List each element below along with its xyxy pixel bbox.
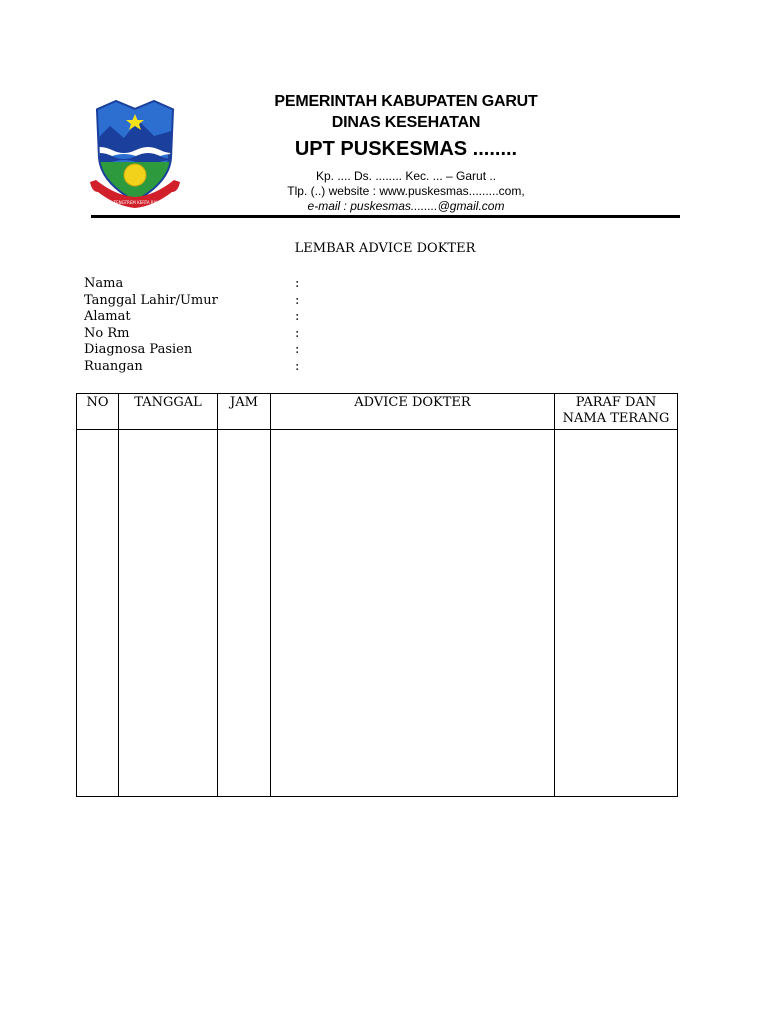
field-diagnosa — [84, 342, 314, 359]
field-tanggal-lahir — [84, 293, 314, 310]
field-separator: : — [295, 358, 300, 374]
patient-info — [84, 276, 314, 375]
ribbon-text: TATA TENGTREM KERTA RAHAYU — [102, 200, 168, 205]
cell-jam[interactable] — [218, 430, 271, 797]
column-header-jam: JAM — [218, 394, 271, 430]
document-title: LEMBAR ADVICE DOKTER — [294, 241, 476, 256]
field-separator: : — [295, 309, 300, 324]
table-header-row — [77, 394, 678, 430]
field-label: Nama — [84, 276, 124, 291]
paraf-line-1: PARAF DAN — [575, 395, 657, 410]
cell-paraf[interactable] — [555, 430, 678, 797]
column-header-no: NO — [77, 394, 119, 430]
advice-table — [76, 393, 678, 797]
field-separator: : — [295, 276, 300, 291]
field-label: No Rm — [84, 325, 130, 341]
field-nama — [84, 276, 314, 293]
field-separator: : — [295, 292, 300, 308]
kabupaten-garut-logo — [88, 96, 182, 212]
field-separator: : — [295, 325, 300, 341]
field-separator: : — [295, 342, 300, 357]
column-header-advice: ADVICE DOKTER — [271, 394, 555, 430]
email-line: e-mail : puskesmas........@gmail.com — [307, 199, 505, 213]
field-label: Diagnosa Pasien — [84, 342, 193, 357]
government-name: PEMERINTAH KABUPATEN GARUT — [274, 93, 538, 110]
paraf-line-2: NAMA TERANG — [562, 411, 670, 426]
field-alamat — [84, 309, 314, 326]
cell-no[interactable] — [77, 430, 119, 797]
column-header-tanggal: TANGGAL — [119, 394, 218, 430]
field-label: Alamat — [84, 309, 131, 324]
field-label: Tanggal Lahir/Umur — [84, 292, 218, 308]
department-name: DINAS KESEHATAN — [331, 114, 481, 131]
field-label: Ruangan — [84, 358, 143, 374]
phone-website-line: Tlp. (..) website : www.puskesmas.........com, — [287, 184, 525, 198]
column-header-paraf — [555, 394, 678, 430]
institution-name: UPT PUSKESMAS ........ — [294, 138, 518, 160]
header-divider — [91, 215, 680, 218]
cell-advice[interactable] — [271, 430, 555, 797]
sun-icon — [124, 164, 146, 186]
field-ruangan — [84, 359, 314, 376]
table-row — [77, 430, 678, 797]
cell-tanggal[interactable] — [119, 430, 218, 797]
address-line: Kp. .... Ds. ........ Kec. ... – Garut .. — [315, 169, 497, 183]
field-no-rm — [84, 326, 314, 343]
